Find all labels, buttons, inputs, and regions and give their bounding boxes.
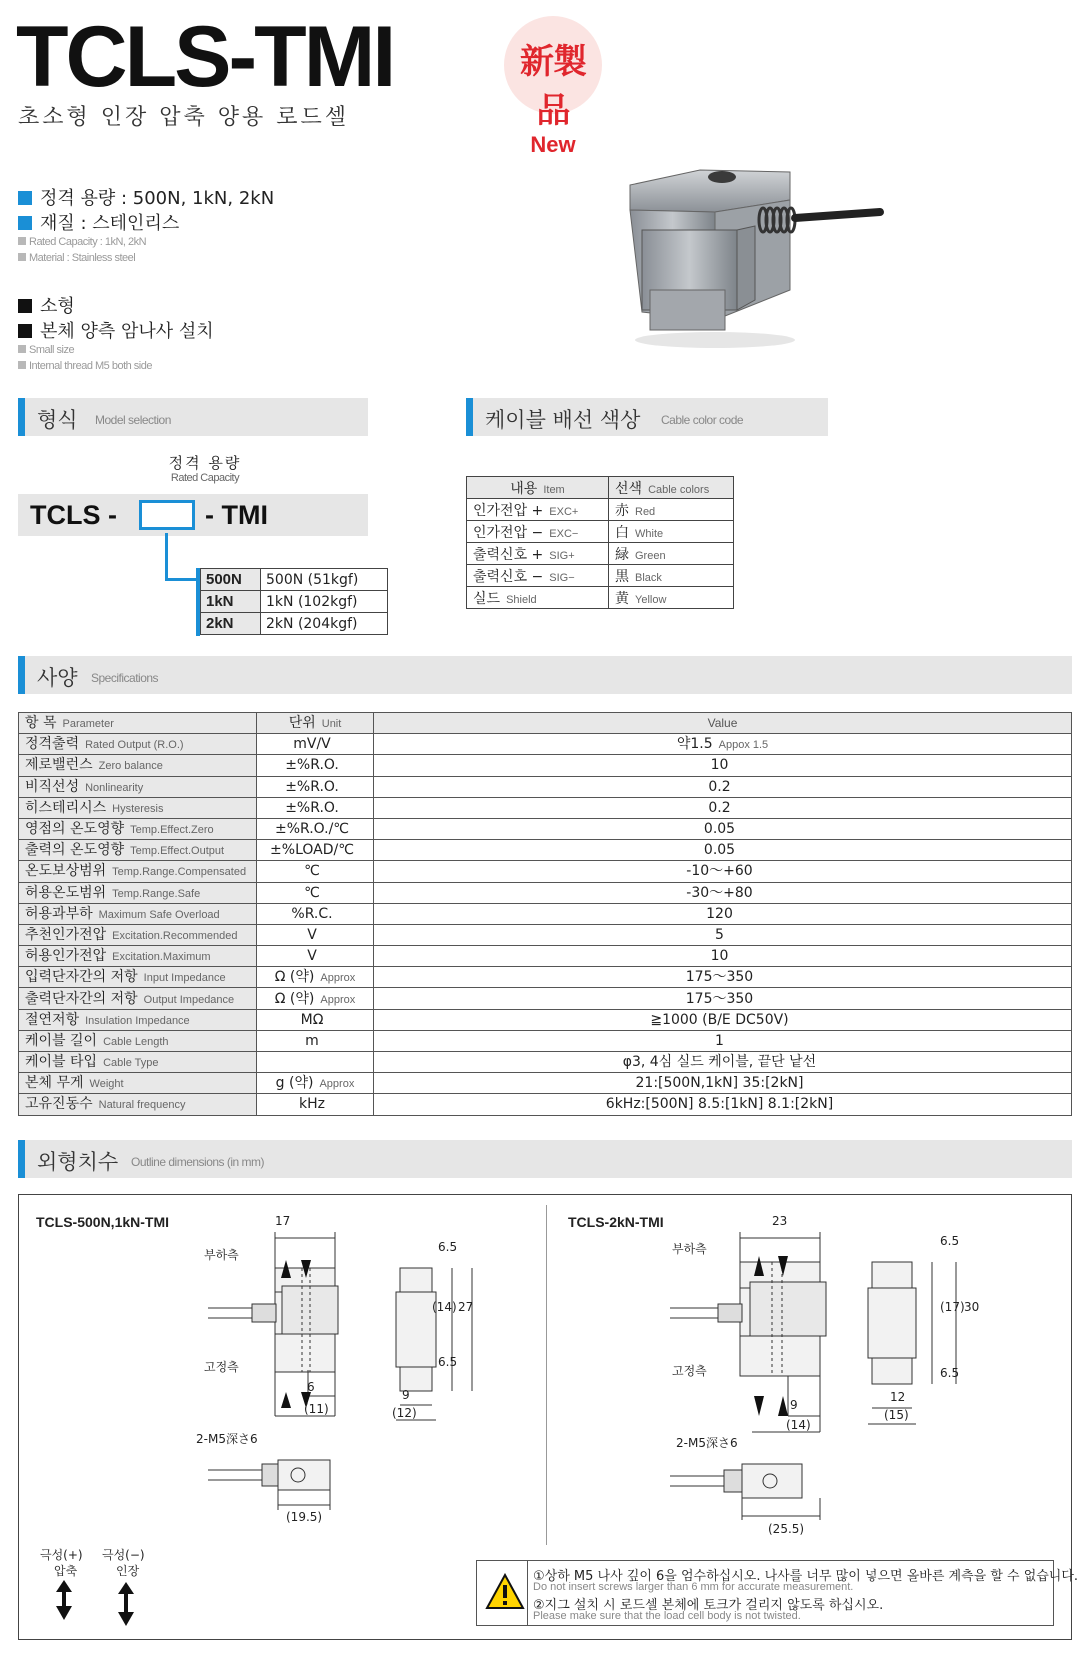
badge-new-label: New: [530, 132, 576, 157]
feature-small: 소형: [18, 292, 75, 318]
dim-left-h3: 27: [458, 1300, 474, 1314]
specifications-title-en: Specifications: [91, 671, 159, 685]
model-prefix: TCLS -: [30, 500, 117, 530]
polarity-minus-sub: 인장: [116, 1564, 140, 1578]
warning-icon: [485, 1573, 525, 1611]
spec-row: 정격출력 Rated Output (R.O.) mV/V 약1.5 Appox 1.5: [19, 734, 1072, 755]
dim-left-side-paren: (11): [304, 1402, 329, 1416]
tension-arrow-icon: [118, 1582, 134, 1626]
feature-capacity-en: Rated Capacity : 1kN, 2kN: [18, 236, 146, 248]
dim-right-h1: 6.5: [940, 1234, 960, 1248]
cable-row: 출력신호 + SIG+ 緑 Green: [467, 543, 734, 565]
outline-divider: [546, 1205, 547, 1545]
spec-row: 본체 무게 Weight g (약) Approx 21:[500N,1kN] 35:[2kN]: [19, 1073, 1072, 1094]
polarity-arrows: [54, 1580, 144, 1628]
spec-row: 온도보상범위 Temp.Range.Compensated ℃ -10～+60: [19, 861, 1072, 882]
feature-material: 재질 : 스테인리스: [18, 209, 179, 235]
fixed-arrow-icon: [754, 1396, 788, 1416]
dim-left-d2: (12): [392, 1406, 417, 1420]
cable-row: 실드 Shield 黄 Yellow: [467, 587, 734, 609]
left-load-side-label: 부하측: [204, 1248, 239, 1262]
black-square-icon: [18, 324, 32, 338]
dim-right-bottom: (25.5): [768, 1522, 805, 1536]
capacity-code-box: [139, 500, 195, 530]
spec-row: 영점의 온도영향 Temp.Effect.Zero ±%R.O./℃ 0.05: [19, 818, 1072, 839]
new-product-badge: [504, 16, 602, 157]
polarity-minus-label: 극성(−): [102, 1548, 145, 1562]
spec-row: 비직선성 Nonlinearity ±%R.O. 0.2: [19, 776, 1072, 797]
capacity-options-table: [200, 568, 388, 635]
cable-row: 인가전압 + EXC+ 赤 Red: [467, 499, 734, 521]
gray-square-icon: [18, 345, 26, 353]
gray-square-icon: [18, 237, 26, 245]
compression-arrow-icon: [56, 1580, 72, 1620]
dim-left-h4: 6.5: [438, 1355, 458, 1369]
dim-left-d1: 9: [402, 1388, 410, 1402]
black-square-icon: [18, 299, 32, 313]
capacity-option-row: 2kN 2kN (204kgf): [201, 613, 388, 635]
specifications-table: [18, 712, 1072, 1116]
specifications-title: 사양: [37, 666, 78, 690]
spec-row: 케이블 길이 Cable Length m 1: [19, 1030, 1072, 1051]
dim-left-h2: (14): [432, 1300, 457, 1314]
dim-right-h2: (17): [940, 1300, 965, 1314]
dim-left-side: 6: [307, 1380, 315, 1394]
notice-line1-en: Do not insert screws larger than 6 mm for accurate measurement.: [533, 1581, 854, 1593]
capacity-option-row: 500N 500N (51kgf): [201, 569, 388, 591]
dim-left-h1: 6.5: [438, 1240, 458, 1254]
left-thread-label: 2-M5深さ6: [196, 1432, 258, 1446]
gray-square-icon: [18, 361, 26, 369]
outline-dimensions-bar: [18, 1140, 1072, 1178]
spec-row: 고유진동수 Natural frequency kHz 6kHz:[500N] 8.5:[1kN] 8.1:[2kN]: [19, 1094, 1072, 1115]
cable-color-table: [466, 476, 734, 609]
left-fixed-side-label: 고정측: [204, 1360, 239, 1374]
gray-square-icon: [18, 253, 26, 261]
outline-left-drawing: [190, 1220, 520, 1520]
blue-square-icon: [18, 216, 32, 230]
right-fixed-side-label: 고정측: [672, 1364, 707, 1378]
model-suffix: - TMI: [205, 500, 268, 530]
outline-title: 외형치수: [37, 1150, 119, 1174]
load-cell-photo: [620, 140, 890, 360]
feature-small-en: Small size: [18, 344, 74, 356]
dim-right-h4: 6.5: [940, 1366, 960, 1380]
dim-left-width: 17: [275, 1214, 291, 1228]
spec-row: 출력의 온도영향 Temp.Effect.Output ±%LOAD/℃ 0.05: [19, 840, 1072, 861]
polarity-plus-label: 극성(+): [40, 1548, 83, 1562]
model-selection-title-en: Model selection: [95, 413, 171, 427]
right-load-side-label: 부하측: [672, 1242, 707, 1256]
polarity-plus-sub: 압축: [54, 1564, 78, 1578]
cable-color-title-en: Cable color code: [661, 413, 744, 427]
notice-line1: ①상하 M5 나사 깊이 6을 엄수하십시오. 나사를 너무 많이 넣으면 올바른 계측을 할 수 없습니다.: [533, 1569, 1079, 1584]
right-thread-label: 2-M5深さ6: [676, 1436, 738, 1450]
model-selection-bar: [18, 398, 368, 436]
spec-row: 허용인가전압 Excitation.Maximum V 10: [19, 946, 1072, 967]
badge-kanji: 新製品: [520, 42, 586, 131]
model-selection-title: 형식: [37, 408, 78, 432]
spec-row: 입력단자간의 저항 Input Impedance Ω (약) Approx 175～350: [19, 967, 1072, 988]
spec-row: 추천인가전압 Excitation.Recommended V 5: [19, 924, 1072, 945]
product-subtitle: 초소형 인장 압축 양용 로드셀: [18, 105, 349, 130]
notice-line2: ②지그 설치 시 로드셀 본체에 토크가 걸리지 않도록 하십시오.: [533, 1598, 884, 1613]
connector-line: [165, 533, 168, 581]
cable-row: 출력신호 − SIG− 黒 Black: [467, 565, 734, 587]
dim-right-side: 9: [790, 1398, 798, 1412]
dim-right-d1: 12: [890, 1390, 906, 1404]
outline-title-en: Outline dimensions (in mm): [131, 1155, 265, 1169]
spec-row: 출력단자간의 저항 Output Impedance Ω (약) Approx 175～350: [19, 988, 1072, 1009]
blue-square-icon: [18, 191, 32, 205]
cable-row: 인가전압 − EXC− 白 White: [467, 521, 734, 543]
product-title: TCLS-TMI: [16, 9, 394, 105]
cable-color-title: 케이블 배선 색상: [485, 408, 641, 432]
spec-row: 절연저항 Insulation Impedance MΩ ≧1000 (B/E DC50V): [19, 1009, 1072, 1030]
spec-table-header: 항 목 Parameter 단위 Unit Value: [19, 713, 1072, 734]
caution-notice: [476, 1560, 1079, 1626]
notice-line2-en: Please make sure that the load cell body is not twisted.: [533, 1610, 801, 1622]
cable-table-header: 내용 Item 선색 Cable colors: [467, 477, 734, 499]
spec-row: 허용온도범위 Temp.Range.Safe ℃ -30～+80: [19, 882, 1072, 903]
rated-capacity-label: 정격 용량: [168, 454, 242, 472]
outline-left-title: TCLS-500N,1kN-TMI: [36, 1214, 170, 1230]
spec-row: 제로밸런스 Zero balance ±%R.O. 10: [19, 755, 1072, 776]
capacity-option-row: 1kN 1kN (102kgf): [201, 591, 388, 613]
dim-right-h3: 30: [964, 1300, 980, 1314]
spec-row: 허용과부하 Maximum Safe Overload %R.C. 120: [19, 903, 1072, 924]
feature-material-en: Material : Stainless steel: [18, 252, 135, 264]
rated-capacity-label-en: Rated Capacity: [170, 472, 240, 484]
feature-capacity: 정격 용량 : 500N, 1kN, 2kN: [18, 184, 274, 210]
spec-row: 히스테리시스 Hysteresis ±%R.O. 0.2: [19, 797, 1072, 818]
cable-color-bar: [466, 398, 828, 436]
feature-thread: 본체 양측 암나사 설치: [18, 317, 214, 343]
dim-left-bottom: (19.5): [286, 1510, 323, 1524]
feature-thread-en: Internal thread M5 both side: [18, 360, 152, 372]
dim-right-d2: (15): [884, 1408, 909, 1422]
dim-right-width: 23: [772, 1214, 788, 1228]
dim-right-side-paren: (14): [786, 1418, 811, 1432]
outline-right-title: TCLS-2kN-TMI: [568, 1214, 664, 1230]
spec-row: 케이블 타입 Cable Type φ3, 4심 실드 케이블, 끝단 낱선: [19, 1052, 1072, 1073]
specifications-bar: [18, 656, 1072, 694]
